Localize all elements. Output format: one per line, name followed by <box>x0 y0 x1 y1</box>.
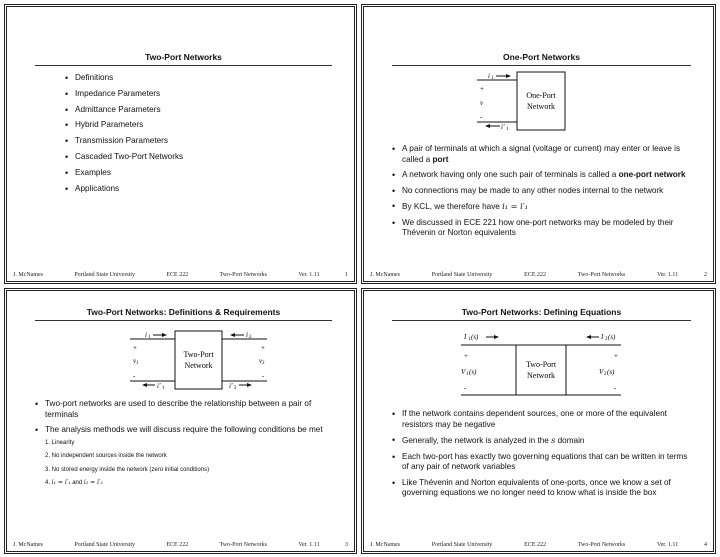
list-item: • Applications <box>63 184 323 195</box>
svg-text:v: v <box>259 357 263 365</box>
list-item: • Hybrid Parameters <box>63 120 323 131</box>
current-label: i <box>488 72 490 80</box>
page-number: 2 <box>703 272 707 278</box>
svg-text:(s): (s) <box>607 368 615 376</box>
slide-4 <box>361 288 716 554</box>
slide-footer <box>13 272 348 278</box>
bullet-list <box>390 144 690 244</box>
svg-text:+: + <box>464 352 468 360</box>
arrow-right-icon <box>506 74 511 78</box>
bullet-list <box>390 409 690 504</box>
svg-text:2: 2 <box>605 337 608 342</box>
svg-text:-: - <box>614 384 617 392</box>
footer-author: J. McNames <box>370 272 400 278</box>
svg-text:2: 2 <box>604 372 607 377</box>
svg-text:I: I <box>601 333 604 341</box>
arrow-left-icon <box>586 335 591 339</box>
svg-text:v: v <box>133 357 137 365</box>
footer-course: ECE 222 <box>524 542 547 548</box>
two-port-diagram <box>125 329 275 393</box>
list-item: • Each two-port has exactly two governing equations that can be written in terms of any pair of network variables <box>390 452 690 473</box>
svg-text:1: 1 <box>466 372 469 377</box>
svg-text:(s): (s) <box>471 333 479 341</box>
current-subscript: 1 <box>506 127 509 132</box>
one-port-diagram <box>472 69 582 135</box>
box-label: Network <box>527 371 555 380</box>
footer-university: Portland State University <box>74 542 136 548</box>
footer-author: J. McNames <box>13 272 43 278</box>
svg-text:V: V <box>599 368 604 376</box>
svg-text:i′: i′ <box>229 382 233 390</box>
footer-topic: Two-Port Networks <box>219 272 267 278</box>
list-item: • Generally, the network is analyzed in the s domain <box>390 435 690 447</box>
footer-author: J. McNames <box>13 542 43 548</box>
current-label: i′ <box>501 123 505 131</box>
list-item: • Definitions <box>63 73 323 84</box>
svg-text:-: - <box>464 384 467 392</box>
list-item: • Like Thévenin and Norton equivalents of one-ports, once we know a set of governing equations we no longer need to know what is inside the box <box>390 478 690 499</box>
arrow-right-icon <box>247 383 252 387</box>
arrow-right-icon <box>494 335 499 339</box>
bullet-list <box>33 399 333 494</box>
arrow-left-icon <box>230 333 235 337</box>
footer-version: Ver. 1.11 <box>298 272 320 278</box>
footer-version: Ver. 1.11 <box>656 542 679 548</box>
svg-text:2: 2 <box>249 335 252 340</box>
svg-text:2: 2 <box>262 361 265 366</box>
two-port-s-domain-diagram <box>456 329 626 401</box>
footer-topic: Two-Port Networks <box>577 542 626 548</box>
slide-1 <box>4 4 357 284</box>
list-item: • A pair of terminals at which a signal (voltage or current) may enter or leave is called a port <box>390 144 690 165</box>
page-number: 3 <box>344 542 348 548</box>
list-item: • Transmission Parameters <box>63 136 323 147</box>
footer-university: Portland State University <box>431 272 493 278</box>
list-item: • Cascaded Two-Port Networks <box>63 152 323 163</box>
slide-footer <box>13 542 348 548</box>
box-label: Two-Port <box>183 350 214 359</box>
kcl-equation: i₁ = i′₁ <box>502 201 528 212</box>
svg-text:i: i <box>246 331 248 339</box>
list-item: • If the network contains dependent sources, one or more of the equivalent resistors may be negative <box>390 409 690 430</box>
svg-text:1: 1 <box>468 337 471 342</box>
list-item: • The analysis methods we will discuss require the following conditions be met 1. Linearity 2. No independent sources inside the network 3. No stored energy inside the network (zero initial conditions) 4. i₁ = i′₁ and i₂ = i′₂ <box>33 425 333 489</box>
slide-title: Two-Port Networks: Definitions & Requirements <box>35 307 332 321</box>
svg-text:+: + <box>133 344 137 352</box>
footer-version: Ver. 1.11 <box>656 272 679 278</box>
list-item: • A network having only one such pair of terminals is called a one-port network <box>390 170 690 181</box>
box-label: Two-Port <box>525 360 557 369</box>
svg-text:+: + <box>261 344 265 352</box>
current-subscript: 1 <box>491 76 494 81</box>
slide-footer <box>370 542 707 548</box>
condition-item: 3. No stored energy inside the network (zero initial conditions) <box>45 466 210 473</box>
list-item: • Two-port networks are used to describe the relationship between a pair of terminals <box>33 399 333 420</box>
list-item: • Impedance Parameters <box>63 89 323 100</box>
footer-author: J. McNames <box>370 542 400 548</box>
box-label: Network <box>184 361 213 370</box>
footer-topic: Two-Port Networks <box>577 272 626 278</box>
svg-text:I: I <box>464 333 467 341</box>
arrow-left-icon <box>142 383 147 387</box>
arrow-right-icon <box>162 333 167 337</box>
slide-title: One-Port Networks <box>392 52 691 66</box>
slide-3 <box>4 288 357 554</box>
plus-sign: + <box>480 85 484 93</box>
footer-university: Portland State University <box>74 272 136 278</box>
footer-topic: Two-Port Networks <box>219 542 267 548</box>
slide-footer <box>370 272 707 278</box>
footer-course: ECE 222 <box>166 542 189 548</box>
condition-item: 1. Linearity <box>45 439 75 446</box>
list-item: • Examples <box>63 168 323 179</box>
list-item: • By KCL, we therefore have i₁ = i′₁ <box>390 201 690 213</box>
footer-university: Portland State University <box>431 542 493 548</box>
slide-2 <box>361 4 716 284</box>
condition-item: 2. No independent sources inside the network <box>45 453 167 460</box>
arrow-left-icon <box>485 124 490 128</box>
bullet-list <box>63 73 323 199</box>
svg-text:+: + <box>614 352 618 360</box>
svg-text:2: 2 <box>234 386 237 391</box>
footer-course: ECE 222 <box>166 272 189 278</box>
slide-title: Two-Port Networks: Defining Equations <box>392 307 691 321</box>
svg-text:-: - <box>262 372 265 380</box>
voltage-label: v <box>480 99 484 107</box>
svg-text:(s): (s) <box>608 333 616 341</box>
svg-text:1: 1 <box>162 386 165 391</box>
svg-text:-: - <box>133 372 136 380</box>
box-label: One-Port <box>526 91 556 100</box>
svg-text:i′: i′ <box>157 382 161 390</box>
svg-text:(s): (s) <box>469 368 477 376</box>
svg-text:V: V <box>461 368 466 376</box>
svg-text:i: i <box>145 331 147 339</box>
svg-text:1: 1 <box>136 361 139 366</box>
page-number: 1 <box>344 272 348 278</box>
conditions-list <box>45 438 333 489</box>
box-label: Network <box>527 102 555 111</box>
condition-item: 4. i₁ = i′₁ and i₂ = i′₂ <box>45 479 103 487</box>
list-item: • No connections may be made to any other nodes internal to the network <box>390 186 690 197</box>
list-item: • Admittance Parameters <box>63 105 323 116</box>
minus-sign: - <box>480 113 483 121</box>
slide-title: Two-Port Networks <box>35 52 332 66</box>
page-number: 4 <box>703 542 707 548</box>
footer-course: ECE 222 <box>524 272 547 278</box>
footer-version: Ver. 1.11 <box>298 542 320 548</box>
svg-text:1: 1 <box>148 335 151 340</box>
list-item: • We discussed in ECE 221 how one-port networks may be modeled by their Thévenin or Norton equivalents <box>390 218 690 239</box>
